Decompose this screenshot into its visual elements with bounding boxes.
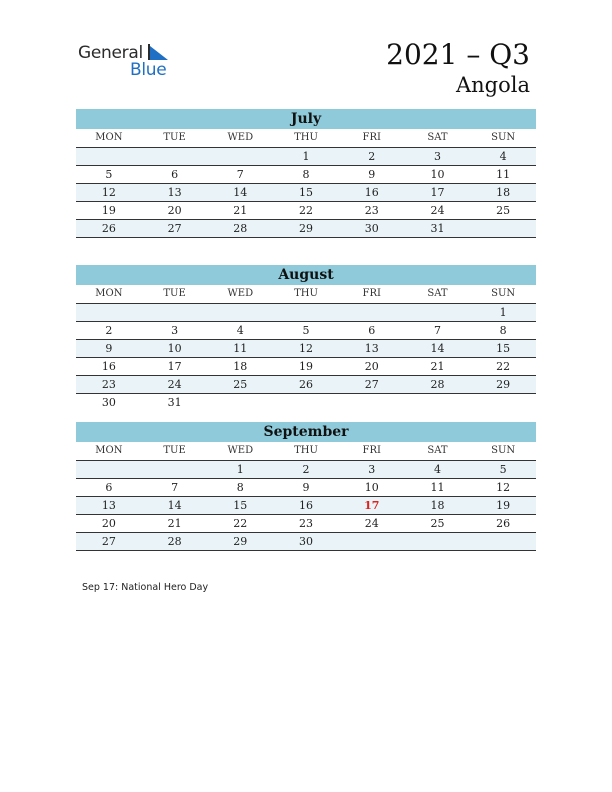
day-cell: 6 bbox=[171, 168, 179, 181]
day-cell: 17 bbox=[430, 186, 445, 199]
day-cell: 30 bbox=[364, 222, 379, 235]
day-cell: 24 bbox=[364, 517, 379, 530]
day-cell: 29 bbox=[299, 222, 314, 235]
weekday-label: TUE bbox=[163, 288, 186, 299]
day-cell: 17 bbox=[167, 360, 182, 373]
day-cell: 18 bbox=[496, 186, 511, 199]
day-cell: 31 bbox=[167, 396, 182, 409]
day-cell: 12 bbox=[496, 481, 511, 494]
weekday-label: WED bbox=[227, 132, 254, 143]
day-cell: 5 bbox=[499, 463, 507, 476]
weekday-header-row bbox=[76, 285, 536, 304]
weekday-label: TUE bbox=[163, 132, 186, 143]
day-cell: 2 bbox=[368, 150, 376, 163]
week-row bbox=[76, 220, 536, 238]
day-cell bbox=[76, 304, 142, 321]
day-cell: 26 bbox=[299, 378, 314, 391]
day-cell: 7 bbox=[433, 324, 441, 337]
day-cell: 24 bbox=[430, 204, 445, 217]
country-name: Angola bbox=[455, 73, 530, 97]
day-cell: 28 bbox=[167, 535, 182, 548]
day-cell: 29 bbox=[233, 535, 248, 548]
day-cell: 10 bbox=[430, 168, 445, 181]
day-cell: 27 bbox=[167, 222, 182, 235]
day-cell: 2 bbox=[105, 324, 113, 337]
day-cell: 28 bbox=[430, 378, 445, 391]
day-cell: 8 bbox=[302, 168, 310, 181]
day-cell bbox=[470, 394, 536, 411]
weekday-label: THU bbox=[294, 132, 318, 143]
day-cell: 6 bbox=[368, 324, 376, 337]
day-cell: 12 bbox=[101, 186, 116, 199]
day-cell: 1 bbox=[236, 463, 244, 476]
week-row bbox=[76, 166, 536, 184]
day-cell: 21 bbox=[430, 360, 445, 373]
page-title: 2021 – Q3 bbox=[386, 38, 530, 71]
month-header: September bbox=[76, 422, 536, 442]
day-cell: 15 bbox=[299, 186, 314, 199]
day-cell: 8 bbox=[236, 481, 244, 494]
day-cell: 3 bbox=[368, 463, 376, 476]
day-cell: 20 bbox=[364, 360, 379, 373]
day-cell: 15 bbox=[233, 499, 248, 512]
day-cell: 9 bbox=[105, 342, 113, 355]
day-cell: 13 bbox=[364, 342, 379, 355]
month-august bbox=[76, 265, 536, 411]
logo-blue-text: Blue bbox=[130, 60, 167, 80]
day-cell: 23 bbox=[364, 204, 379, 217]
day-cell bbox=[470, 220, 536, 237]
day-cell: 15 bbox=[496, 342, 511, 355]
week-row bbox=[76, 394, 536, 411]
day-cell: 4 bbox=[433, 463, 441, 476]
day-cell: 22 bbox=[496, 360, 511, 373]
day-cell: 3 bbox=[171, 324, 179, 337]
logo-general-text: General bbox=[78, 43, 143, 63]
weekday-label: THU bbox=[294, 288, 318, 299]
weekday-label: SAT bbox=[427, 132, 448, 143]
day-cell: 11 bbox=[496, 168, 511, 181]
day-cell: 12 bbox=[299, 342, 314, 355]
day-cell bbox=[470, 533, 536, 550]
day-cell bbox=[142, 148, 208, 165]
day-cell: 4 bbox=[499, 150, 507, 163]
day-cell: 19 bbox=[299, 360, 314, 373]
weekday-label: WED bbox=[227, 288, 254, 299]
day-cell: 28 bbox=[233, 222, 248, 235]
weekday-label: SUN bbox=[491, 445, 516, 456]
weekday-label: SUN bbox=[491, 288, 516, 299]
day-cell: 2 bbox=[302, 463, 310, 476]
week-row bbox=[76, 515, 536, 533]
day-cell: 30 bbox=[101, 396, 116, 409]
logo bbox=[78, 40, 178, 80]
holiday-day-cell: 17 bbox=[364, 499, 380, 512]
day-cell: 25 bbox=[430, 517, 445, 530]
weekday-label: SAT bbox=[427, 288, 448, 299]
day-cell: 11 bbox=[233, 342, 248, 355]
day-cell: 19 bbox=[101, 204, 116, 217]
day-cell: 10 bbox=[167, 342, 182, 355]
day-cell: 20 bbox=[101, 517, 116, 530]
weekday-header-row bbox=[76, 442, 536, 461]
day-cell: 21 bbox=[233, 204, 248, 217]
day-cell: 1 bbox=[499, 306, 507, 319]
weekday-label: FRI bbox=[362, 445, 381, 456]
day-cell: 13 bbox=[101, 499, 116, 512]
weekday-label: FRI bbox=[362, 132, 381, 143]
day-cell bbox=[339, 394, 405, 411]
day-cell: 8 bbox=[499, 324, 507, 337]
week-row bbox=[76, 340, 536, 358]
day-cell: 20 bbox=[167, 204, 182, 217]
day-cell: 13 bbox=[167, 186, 182, 199]
week-row bbox=[76, 202, 536, 220]
week-row bbox=[76, 533, 536, 551]
day-cell: 23 bbox=[101, 378, 116, 391]
week-row bbox=[76, 497, 536, 515]
weekday-label: FRI bbox=[362, 288, 381, 299]
day-cell: 27 bbox=[101, 535, 116, 548]
month-header: August bbox=[76, 265, 536, 285]
day-cell: 9 bbox=[368, 168, 376, 181]
day-cell: 22 bbox=[299, 204, 314, 217]
day-cell: 23 bbox=[299, 517, 314, 530]
month-weeks bbox=[76, 148, 536, 238]
day-cell: 14 bbox=[430, 342, 445, 355]
day-cell bbox=[273, 394, 339, 411]
weekday-label: MON bbox=[95, 132, 123, 143]
day-cell: 6 bbox=[105, 481, 113, 494]
day-cell: 26 bbox=[496, 517, 511, 530]
week-row bbox=[76, 479, 536, 497]
week-row bbox=[76, 304, 536, 322]
weekday-label: WED bbox=[227, 445, 254, 456]
day-cell bbox=[142, 304, 208, 321]
weekday-header-row bbox=[76, 129, 536, 148]
day-cell: 26 bbox=[101, 222, 116, 235]
day-cell: 16 bbox=[299, 499, 314, 512]
day-cell bbox=[405, 304, 471, 321]
day-cell: 30 bbox=[299, 535, 314, 548]
day-cell bbox=[142, 461, 208, 478]
day-cell: 19 bbox=[496, 499, 511, 512]
day-cell: 29 bbox=[496, 378, 511, 391]
day-cell: 25 bbox=[233, 378, 248, 391]
day-cell bbox=[405, 394, 471, 411]
day-cell: 21 bbox=[167, 517, 182, 530]
day-cell: 14 bbox=[167, 499, 182, 512]
month-weeks bbox=[76, 304, 536, 411]
day-cell: 27 bbox=[364, 378, 379, 391]
week-row bbox=[76, 322, 536, 340]
day-cell: 18 bbox=[430, 499, 445, 512]
month-header: July bbox=[76, 109, 536, 129]
week-row bbox=[76, 184, 536, 202]
day-cell bbox=[207, 304, 273, 321]
day-cell: 9 bbox=[302, 481, 310, 494]
day-cell: 18 bbox=[233, 360, 248, 373]
week-row bbox=[76, 358, 536, 376]
weekday-label: THU bbox=[294, 445, 318, 456]
day-cell: 16 bbox=[101, 360, 116, 373]
weekday-label: SAT bbox=[427, 445, 448, 456]
day-cell: 11 bbox=[430, 481, 445, 494]
day-cell: 25 bbox=[496, 204, 511, 217]
week-row bbox=[76, 461, 536, 479]
day-cell bbox=[339, 304, 405, 321]
day-cell: 7 bbox=[171, 481, 179, 494]
holiday-note: Sep 17: National Hero Day bbox=[82, 582, 209, 593]
day-cell: 5 bbox=[302, 324, 310, 337]
day-cell bbox=[339, 533, 405, 550]
weekday-label: MON bbox=[95, 445, 123, 456]
weekday-label: TUE bbox=[163, 445, 186, 456]
day-cell: 22 bbox=[233, 517, 248, 530]
month-september bbox=[76, 422, 536, 551]
day-cell: 31 bbox=[430, 222, 445, 235]
weekday-label: MON bbox=[95, 288, 123, 299]
day-cell: 5 bbox=[105, 168, 113, 181]
day-cell: 10 bbox=[364, 481, 379, 494]
week-row bbox=[76, 376, 536, 394]
day-cell: 14 bbox=[233, 186, 248, 199]
day-cell: 4 bbox=[236, 324, 244, 337]
month-july bbox=[76, 109, 536, 238]
weekday-label: SUN bbox=[491, 132, 516, 143]
day-cell: 1 bbox=[302, 150, 310, 163]
month-weeks bbox=[76, 461, 536, 551]
week-row bbox=[76, 148, 536, 166]
day-cell bbox=[273, 304, 339, 321]
day-cell bbox=[207, 394, 273, 411]
day-cell: 24 bbox=[167, 378, 182, 391]
day-cell bbox=[405, 533, 471, 550]
day-cell: 7 bbox=[236, 168, 244, 181]
day-cell bbox=[76, 148, 142, 165]
day-cell: 16 bbox=[364, 186, 379, 199]
day-cell bbox=[76, 461, 142, 478]
day-cell: 3 bbox=[433, 150, 441, 163]
day-cell bbox=[207, 148, 273, 165]
